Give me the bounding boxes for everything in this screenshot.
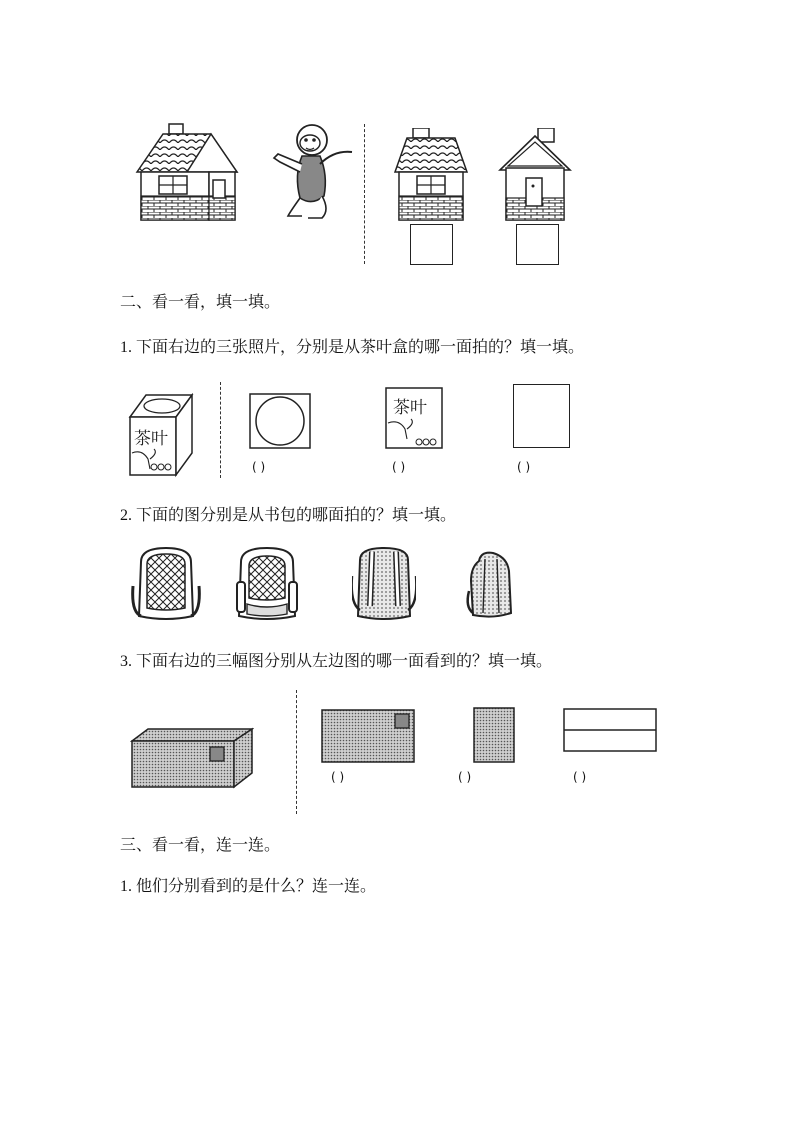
section2-q2 <box>120 505 456 526</box>
question-text: 他们分别看到的是什么？连一连。 <box>136 876 377 895</box>
parcel-front-view <box>321 709 415 763</box>
divider-top <box>364 124 365 264</box>
divider-q1 <box>220 382 221 478</box>
house-left-illustration <box>133 122 241 224</box>
section2-q1 <box>120 337 584 358</box>
tea-box-label: 茶叶 <box>134 429 168 449</box>
answer-box-front[interactable] <box>410 224 453 265</box>
tea-front-label: 茶叶 <box>393 398 427 418</box>
monkey-illustration <box>272 120 358 222</box>
house-side-illustration <box>498 128 572 224</box>
divider-q3 <box>296 690 297 814</box>
question-number: 1. <box>120 339 132 356</box>
parcel-top-view <box>563 708 657 752</box>
answer-box-side[interactable] <box>516 224 559 265</box>
section3-q1 <box>120 876 376 897</box>
backpack-side-view <box>463 551 515 619</box>
question-text: 下面右边的三幅图分别从左边图的哪一面看到的？填一填。 <box>136 651 553 670</box>
answer-paren-4[interactable]: ( ) <box>331 770 345 784</box>
backpack-front-view-2 <box>231 546 303 622</box>
answer-paren-3[interactable]: ( ) <box>517 460 531 474</box>
section2-heading: 二、看一看，填一填。 <box>120 292 281 311</box>
backpack-back-view <box>352 546 416 622</box>
section2-q3 <box>120 651 552 672</box>
tea-top-view <box>249 393 311 449</box>
question-text: 下面的图分别是从书包的哪面拍的？填一填。 <box>136 505 457 524</box>
parcel-side-view <box>473 707 515 763</box>
tea-side-view <box>513 384 570 448</box>
question-number: 1. <box>120 878 132 895</box>
house-front-illustration <box>393 128 469 224</box>
section3-heading: 三、看一看，连一连。 <box>120 835 281 854</box>
answer-paren-6[interactable]: ( ) <box>573 770 587 784</box>
question-text: 下面右边的三张照片，分别是从茶叶盒的哪一面拍的？填一填。 <box>136 337 585 356</box>
answer-paren-5[interactable]: ( ) <box>458 770 472 784</box>
backpack-front-view <box>131 546 201 622</box>
question-number: 2. <box>120 507 132 524</box>
answer-paren-2[interactable]: ( ) <box>392 460 406 474</box>
parcel-box-illustration <box>130 727 254 789</box>
answer-paren-1[interactable]: ( ) <box>252 460 266 474</box>
question-number: 3. <box>120 653 132 670</box>
